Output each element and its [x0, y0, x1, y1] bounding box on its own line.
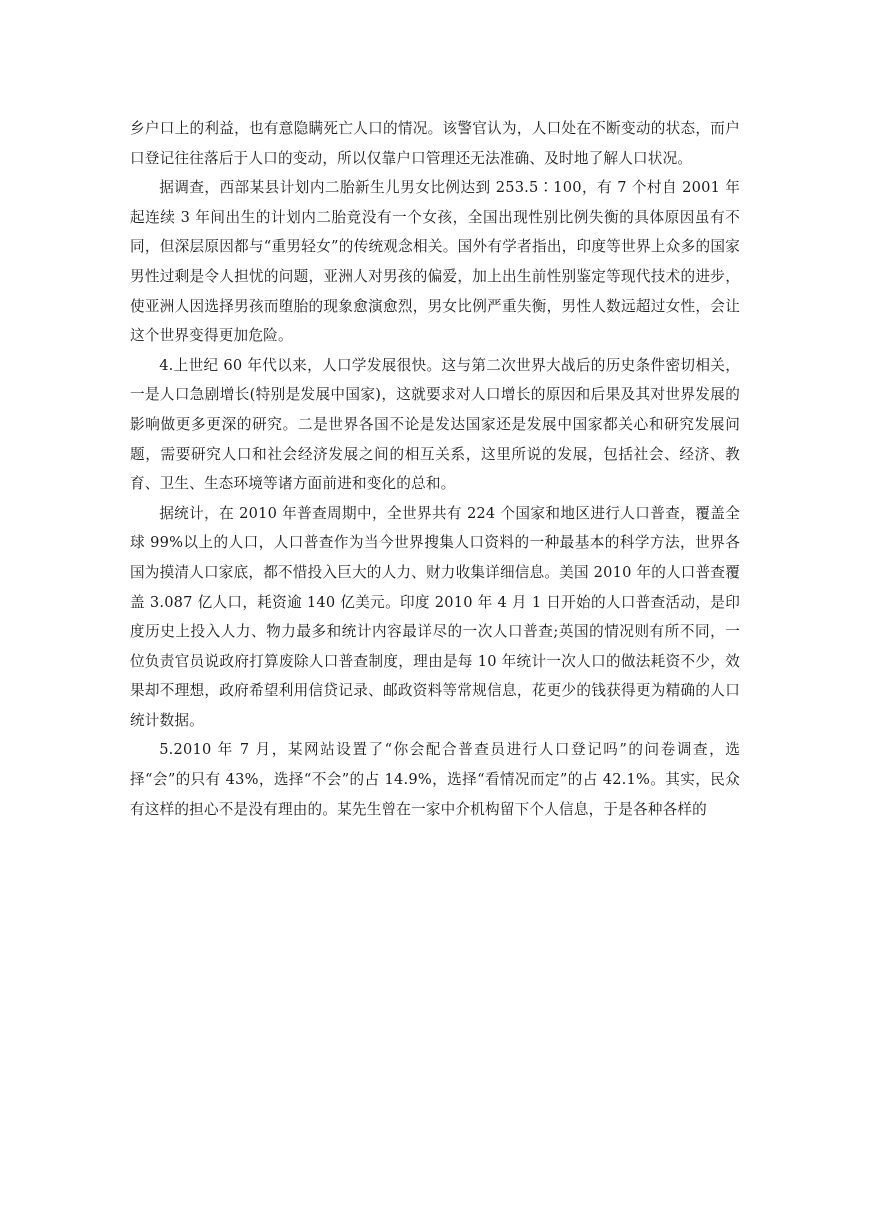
paragraph-continuation: 乡户口上的利益，也有意隐瞒死亡人口的情况。该警官认为，人口处在不断变动的状态，而户口登记往往落后于人口的变动，所以仅靠户口管理还无法准确、及时地了解人口状况。	[130, 120, 740, 167]
paragraph-demography-development: 4.上世纪 60 年代以来，人口学发展很快。这与第二次世界大战后的历史条件密切相关，一是人口急剧增长(特别是发展中国家)，这就要求对人口增长的原因和后果及其对世界发展的影响做更多更深的研究。二是世界各国不论是发达国家还是发展中国家都关心和研究发展问题，需要研究人口和社会经济发展之间的相互关系，这里所说的发展，包括社会、经济、教育、卫生、生态环境等诸方面前进和变化的总和。	[130, 356, 740, 493]
document-body	[130, 114, 740, 824]
paragraph-census-statistics: 据统计，在 2010 年普查周期中，全世界共有 224 个国家和地区进行人口普查，覆盖全球 99%以上的人口，人口普查作为当今世界搜集人口资料的一种最基本的科学方法，世界各国为摸清人口家底，都不惜投入巨大的人力、财力收集详细信息。美国 2010 年的人口普查覆盖 3.087 亿人口，耗资逾 140 亿美元。印度 2010 年 4 月 1 日开始的人口普查活动，是印度历史上投入人力、物力最多和统计内容最详尽的一次人口普查;英国的情况则有所不同，一位负责官员说政府打算废除人口普查制度，理由是每 10 年统计一次人口的做法耗资不少，效果却不理想，政府希望利用信贷记录、邮政资料等常规信息，花更少的钱获得更为精确的人口统计数据。	[130, 504, 740, 729]
paragraph-sex-ratio-survey: 据调查，西部某县计划内二胎新生儿男女比例达到 253.5∶100，有 7 个村自 2001 年起连续 3 年间出生的计划内二胎竟没有一个女孩，全国出现性别比例失衡的具体原因虽有不同，但深层原因都与“重男轻女”的传统观念相关。国外有学者指出，印度等世界上众多的国家男性过剩是令人担忧的问题，亚洲人对男孩的偏爱，加上出生前性别鉴定等现代技术的进步，使亚洲人因选择男孩而堕胎的现象愈演愈烈，男女比例严重失衡，男性人数远超过女性，会让这个世界变得更加危险。	[130, 179, 740, 345]
paragraph-online-survey: 5.2010 年 7 月，某网站设置了“你会配合普查员进行人口登记吗”的问卷调查，选择“会”的只有 43%，选择“不会”的占 14.9%，选择“看情况而定”的占 42.1%。其实，民众有这样的担心不是没有理由的。某先生曾在一家中介机构留下个人信息，于是各种各样的	[130, 741, 740, 818]
